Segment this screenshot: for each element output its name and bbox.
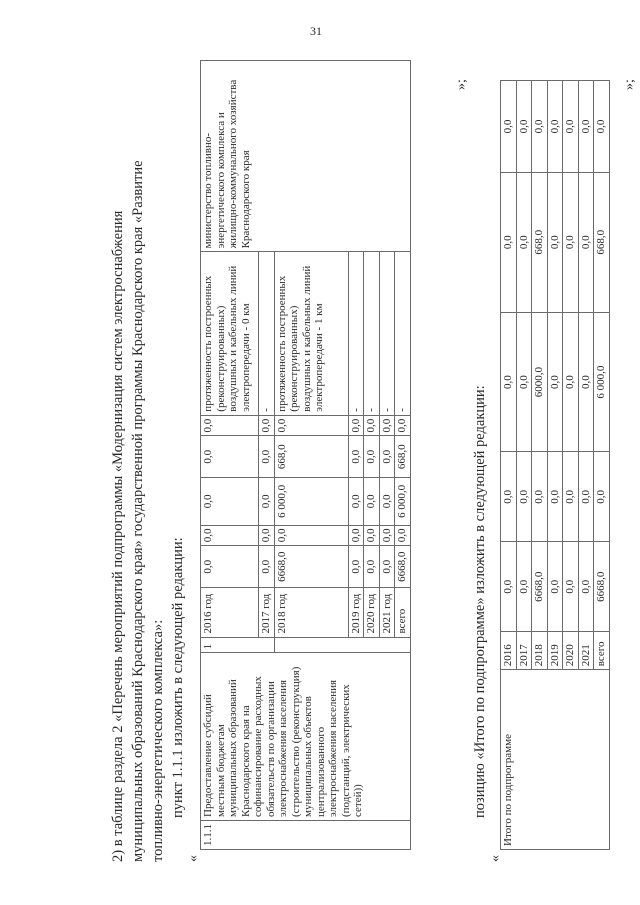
amount-cell: 0,0 [348,478,364,525]
amount-cell: 0,0 [578,542,594,632]
amount-cell: 0,0 [501,312,517,452]
amount-cell: 0,0 [364,525,380,546]
amount-cell: 668,0 [395,436,411,478]
amount-cell: 6 000,0 [395,478,411,525]
paragraph-line-3: топливно-энергетического комплекса»: [150,619,166,862]
amount-cell: 668,0 [274,436,348,478]
paragraph-line-2: муниципальных образований Краснодарского края» государственной программы Краснодарского края «Развитие [130,160,146,862]
close-quote-1: »; [454,79,469,90]
amount-cell: 0,0 [201,525,259,546]
amount-cell: 0,0 [259,546,275,588]
amount-cell: 0,0 [578,452,594,542]
year-cell: 2017 год [259,588,275,637]
amount-cell: 0,0 [259,415,275,436]
result-cell: - [259,252,275,415]
amount-cell: 0,0 [516,542,532,632]
amount-cell: 0,0 [547,172,563,312]
year-cell: 2021 [578,632,594,670]
result-cell: - [348,252,364,415]
amount-cell: 0,0 [348,525,364,546]
result-cell: - [379,252,395,415]
amount-cell: 6 000,0 [594,312,610,452]
amount-cell: 0,0 [547,312,563,452]
amount-cell: 0,0 [563,452,579,542]
close-quote-2: »; [622,79,637,90]
open-quote-1: « [186,855,201,862]
amount-cell: 0,0 [379,525,395,546]
amount-cell: 0,0 [501,452,517,542]
amount-cell: 0,0 [501,81,517,173]
amount-cell: 0,0 [201,546,259,588]
amount-cell: 0,0 [364,546,380,588]
amount-cell: 0,0 [594,81,610,173]
amount-cell: 6668,0 [594,542,610,632]
amount-cell: 0,0 [501,542,517,632]
year-cell: 2018 [532,632,548,670]
amount-cell: 0,0 [563,172,579,312]
amount-cell: 0,0 [563,312,579,452]
amount-cell: 6668,0 [532,542,548,632]
amount-cell: 0,0 [379,546,395,588]
amount-cell: 0,0 [501,172,517,312]
amount-cell: 0,0 [364,415,380,436]
amount-cell: 0,0 [516,452,532,542]
total-table [500,80,610,850]
rotated-page-content [102,62,640,862]
paragraph-line-1: 2) в таблице раздела 2 «Перечень мероприятий подпрограммы «Модернизация систем электроснабжения [110,210,126,862]
amount-cell: 0,0 [259,525,275,546]
amount-cell: 0,0 [379,478,395,525]
amount-cell: 0,0 [348,436,364,478]
amount-cell: 0,0 [348,415,364,436]
amount-cell: 0,0 [201,436,259,478]
amount-cell: 0,0 [379,436,395,478]
year-cell: всего [395,588,411,637]
marker-cell [274,637,410,653]
amount-cell: 0,0 [594,452,610,542]
amount-cell: 0,0 [578,312,594,452]
amount-cell: 0,0 [563,81,579,173]
amount-cell: 6000,0 [532,312,548,452]
year-cell: 2016 [501,632,517,670]
year-cell: 2020 [563,632,579,670]
amount-cell: 0,0 [532,452,548,542]
amount-cell: 0,0 [516,172,532,312]
year-cell: 2017 [516,632,532,670]
year-cell: 2019 [547,632,563,670]
year-cell: 2016 год [201,588,259,637]
amount-cell: 0,0 [201,415,259,436]
total-label-cell: Итого по подпрограмме [501,670,610,850]
amount-cell: 0,0 [395,525,411,546]
amount-cell: 0,0 [201,478,259,525]
amount-cell: 0,0 [578,172,594,312]
year-cell: 2020 год [364,588,380,637]
amount-cell: 0,0 [547,81,563,173]
amount-cell: 6 000,0 [274,478,348,525]
amount-cell: 668,0 [594,172,610,312]
year-cell: 2021 год [379,588,395,637]
measures-table [200,60,411,850]
paragraph-total-instruction: позицию «Итого по подпрограмме» изложить в следующей редакции: [472,385,488,818]
amount-cell: 0,0 [516,312,532,452]
amount-cell: 0,0 [563,542,579,632]
amount-cell: 0,0 [547,542,563,632]
year-cell: 2018 год [274,588,348,637]
amount-cell: 0,0 [364,436,380,478]
table-row [201,61,259,850]
result-cell: - [395,252,411,415]
amount-cell: 668,0 [532,172,548,312]
table-row [501,81,517,850]
amount-cell: 0,0 [274,525,348,546]
amount-cell: 0,0 [516,81,532,173]
marker-cell: 1 [201,637,275,653]
amount-cell: 6668,0 [395,546,411,588]
item-number-cell: 1.1.1 [201,821,411,850]
year-cell: всего [594,632,610,670]
amount-cell: 0,0 [379,415,395,436]
amount-cell: 0,0 [578,81,594,173]
amount-cell: 0,0 [547,452,563,542]
amount-cell: 0,0 [259,436,275,478]
responsible-cell: министерство топливно-энергетического комплекса и жилищно-коммунального хозяйства Краснодарского края [201,61,411,252]
amount-cell: 0,0 [274,415,348,436]
measure-description-cell: Предоставление субсидий местным бюджетам муниципальных образований Краснодарского края на софинансирование расходных обязательств по организации электроснабжения населения (строительство (реконструкция) муниципальных объектов централизованного электроснабжения населения (подстанций, электрических сетей)) [201,653,411,821]
amount-cell: 0,0 [259,478,275,525]
amount-cell: 0,0 [364,478,380,525]
result-cell: - [364,252,380,415]
amount-cell: 0,0 [348,546,364,588]
open-quote-2: « [488,855,503,862]
amount-cell: 0,0 [395,415,411,436]
year-cell: 2019 год [348,588,364,637]
paragraph-item-instruction: пункт 1.1.1 изложить в следующей редакции: [170,537,186,818]
result-cell: протяженность построенных (реконструированных) воздушных и кабельных линий электропередачи - 1 км [274,252,348,415]
result-cell: протяженность построенных (реконструированных) воздушных и кабельных линий электропередачи - 0 км [201,252,259,415]
amount-cell: 0,0 [532,81,548,173]
page-number: 31 [310,24,322,38]
amount-cell: 6668,0 [274,546,348,588]
